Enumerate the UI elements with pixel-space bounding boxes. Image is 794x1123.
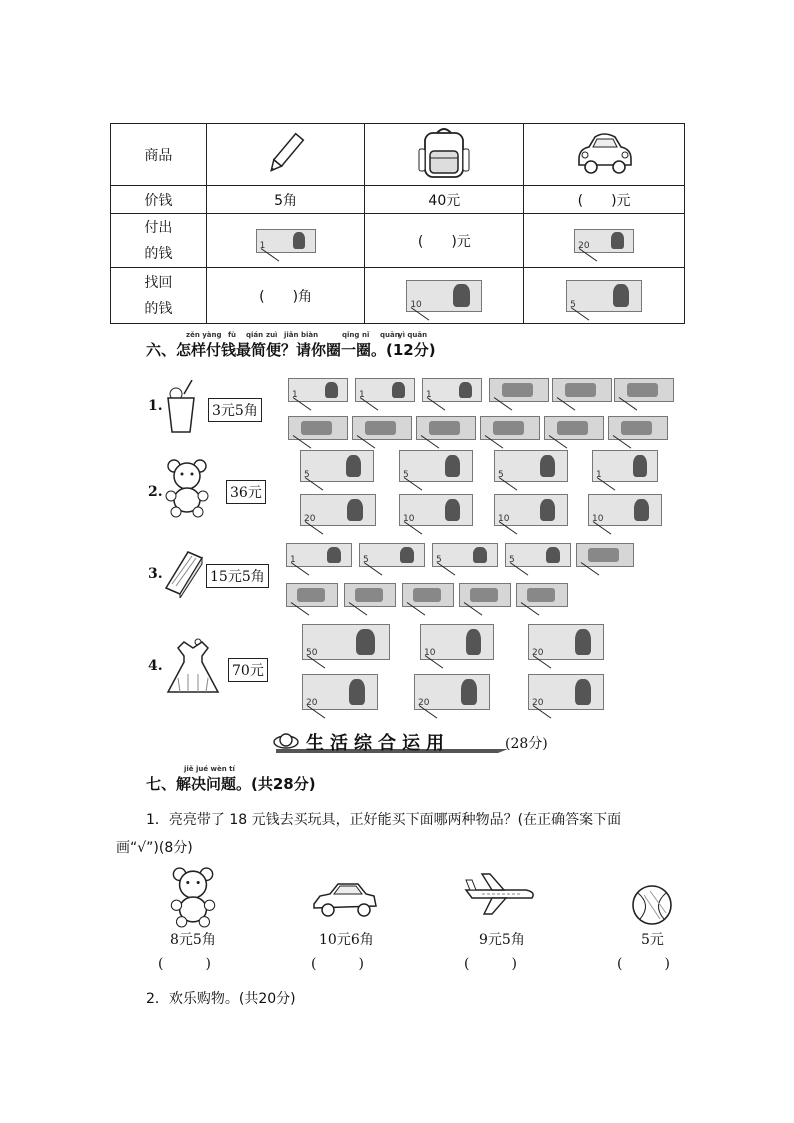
goods-table — [110, 123, 685, 324]
banknote-one-yuan: 1 — [422, 378, 482, 402]
answer-blank-3[interactable]: ( ) — [464, 956, 517, 972]
row-change-label: 找回 的钱 — [111, 268, 207, 324]
paid-backpack-blank: ( )元 — [365, 214, 524, 268]
banknote-one-yuan: 1 — [286, 543, 352, 567]
banknote-one-jiao — [614, 378, 674, 402]
price-box-2: 36元 — [226, 480, 266, 504]
banner-score: (28分) — [505, 736, 548, 752]
header-cell: 商品 — [111, 124, 207, 186]
section6-title: zěn yàng fù qián zuì jiǎn biàn qǐng nǐ quān yì quān 六、怎样付钱最简便？请你圈一圈。(12分) — [146, 331, 436, 359]
change-pencil-blank: ( )角 — [206, 268, 365, 324]
banknote-five-yuan: 5 — [399, 450, 473, 482]
banknote-one-jiao — [416, 416, 476, 440]
banknote-one-jiao — [544, 416, 604, 440]
banknote-ten-yuan: 10 — [494, 494, 568, 526]
banknote-one-yuan: 1 — [256, 229, 316, 253]
question-2-text: 2．欢乐购物。(共20分) — [146, 991, 296, 1007]
dress-icon — [166, 638, 220, 696]
banknote-one-jiao — [286, 583, 338, 607]
teddy-bear-icon — [166, 866, 220, 928]
banknote-one-yuan: 1 — [288, 378, 348, 402]
banknote-five-yuan: 5 — [432, 543, 498, 567]
toy-car-icon — [310, 880, 380, 920]
banknote-one-jiao — [402, 583, 454, 607]
banknote-five-yuan: 5 — [359, 543, 425, 567]
banknote-twenty-yuan: 20 — [528, 624, 604, 660]
price-pencil: 5角 — [206, 186, 365, 214]
banknote-twenty-yuan: 20 — [300, 494, 376, 526]
banknote-ten-yuan: 10 — [399, 494, 473, 526]
price-box-1: 3元5角 — [208, 398, 262, 422]
pencil-image — [206, 124, 365, 186]
banknote-five-yuan: 5 — [300, 450, 374, 482]
banknote-one-yuan: 1 — [592, 450, 658, 482]
question-1-text: 1．亮亮带了 18 元钱去买玩具，正好能买下面哪两种物品？(在正确答案下面 画“√”)(8分) — [116, 812, 622, 856]
banknote-one-jiao — [352, 416, 412, 440]
toy-airplane-icon — [462, 872, 538, 916]
price-box-4: 70元 — [228, 658, 268, 682]
price-car: ( )元 — [524, 186, 685, 214]
answer-blank-1[interactable]: ( ) — [158, 956, 211, 972]
ball-icon — [630, 883, 674, 927]
banknote-one-jiao — [288, 416, 348, 440]
row-paid-label: 付出 的钱 — [111, 214, 207, 268]
car-image — [524, 124, 685, 186]
toy-price-3: 9元5角 — [479, 932, 525, 948]
banknote-one-jiao — [459, 583, 511, 607]
banknote-one-jiao — [344, 583, 396, 607]
banknote-one-jiao — [516, 583, 568, 607]
price-box-3: 15元5角 — [206, 564, 269, 588]
banknote-one-yuan: 1 — [355, 378, 415, 402]
toy-price-4: 5元 — [641, 932, 664, 948]
car-icon — [573, 129, 635, 177]
banknote-five-yuan: 5 — [566, 280, 642, 312]
pencil-icon — [261, 128, 311, 178]
answer-blank-4[interactable]: ( ) — [617, 956, 670, 972]
banknote-fifty-yuan: 50 — [302, 624, 390, 660]
juice-cup-icon — [162, 380, 202, 436]
change-car — [524, 268, 685, 324]
paid-car — [524, 214, 685, 268]
banknote-twenty-yuan: 20 — [528, 674, 604, 710]
row-price-label: 价钱 — [111, 186, 207, 214]
answer-blank-2[interactable]: ( ) — [311, 956, 364, 972]
banknote-ten-yuan: 10 — [588, 494, 662, 526]
banknote-twenty-yuan: 20 — [302, 674, 378, 710]
price-backpack: 40元 — [365, 186, 524, 214]
notebook-icon — [162, 548, 206, 598]
banknote-five-jiao — [576, 543, 634, 567]
backpack-icon — [417, 125, 471, 181]
banknote-twenty-yuan: 20 — [414, 674, 490, 710]
banknote-one-jiao — [608, 416, 668, 440]
banknote-one-jiao — [552, 378, 612, 402]
banknote-five-yuan: 5 — [494, 450, 568, 482]
section7-title: jiě jué wèn tí 七、解决问题。(共28分) — [146, 765, 316, 793]
banknote-twenty-yuan: 20 — [574, 229, 634, 253]
teddy-bear-icon — [162, 458, 212, 518]
change-backpack — [365, 268, 524, 324]
section-banner: 生活综合运用 — [272, 729, 512, 755]
banknote-ten-yuan: 10 — [420, 624, 494, 660]
banknote-ten-yuan: 10 — [406, 280, 482, 312]
paid-pencil — [206, 214, 365, 268]
banknote-one-jiao — [480, 416, 540, 440]
toy-price-2: 10元6角 — [319, 932, 374, 948]
banknote-one-jiao — [489, 378, 549, 402]
banknote-five-yuan: 5 — [505, 543, 571, 567]
toy-price-1: 8元5角 — [170, 932, 216, 948]
backpack-image — [365, 124, 524, 186]
